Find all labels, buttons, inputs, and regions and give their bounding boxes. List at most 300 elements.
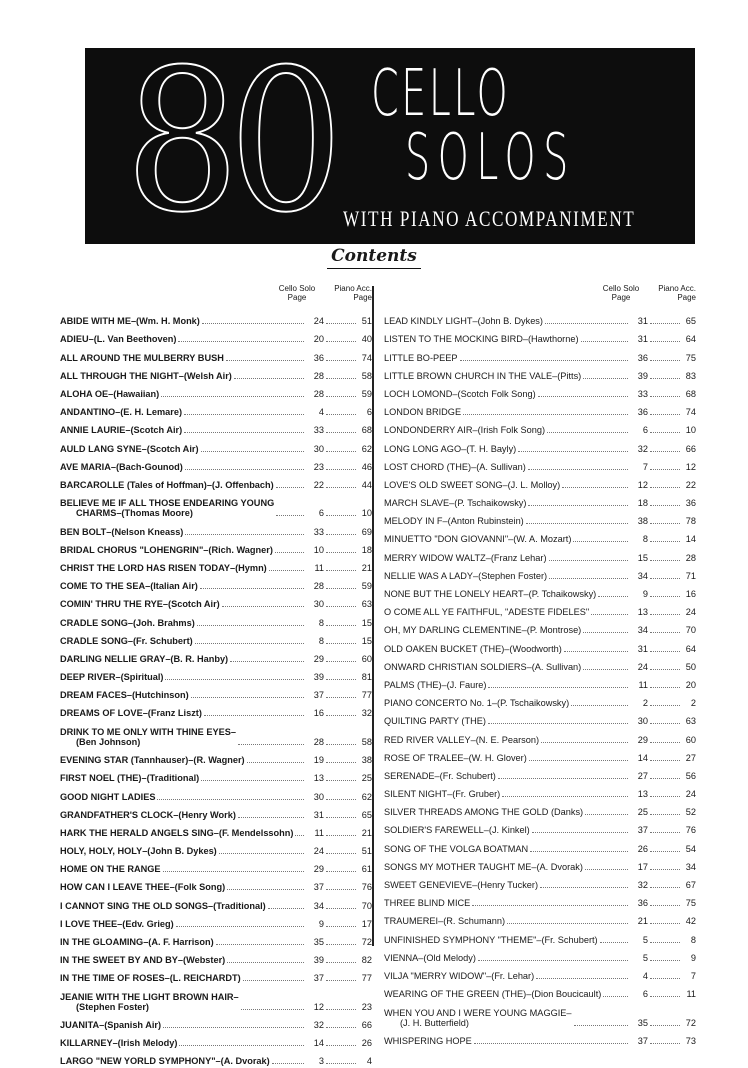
entry-title: DARLING NELLIE GRAY–(B. R. Hanby) xyxy=(60,654,306,664)
contents-entry xyxy=(60,401,372,419)
contents-entry xyxy=(60,949,372,967)
contents-entry xyxy=(60,702,372,720)
contents-entry xyxy=(60,474,372,492)
cello-page-number: 21 xyxy=(637,916,648,927)
dot-leader xyxy=(178,341,304,342)
entry-title: DREAMS OF LOVE–(Franz Liszt) xyxy=(60,708,306,718)
piano-page-number: 66 xyxy=(685,443,696,454)
contents-entry xyxy=(384,419,696,437)
dot-leader xyxy=(650,414,680,415)
dot-leader xyxy=(650,832,680,833)
cello-page-number: 30 xyxy=(313,599,324,610)
cello-page-number: 6 xyxy=(318,508,324,519)
cello-page-number: 28 xyxy=(313,736,324,747)
dot-leader xyxy=(650,323,680,324)
entry-title: AVE MARIA–(Bach-Gounod) xyxy=(60,462,306,472)
dot-leader xyxy=(650,341,680,342)
piano-page-number: 2 xyxy=(690,698,696,709)
cello-page-number: 14 xyxy=(313,1038,324,1049)
piano-page-number: 27 xyxy=(685,752,696,763)
dot-leader xyxy=(326,378,356,379)
piano-page-number: 78 xyxy=(685,516,696,527)
piano-page-number: 22 xyxy=(685,479,696,490)
dot-leader xyxy=(176,926,304,927)
piano-page-number: 42 xyxy=(685,916,696,927)
contents-entry xyxy=(384,546,696,564)
dot-leader xyxy=(326,744,356,745)
piano-page-number: 28 xyxy=(685,552,696,563)
entry-title: PIANO CONCERTO No. 1–(P. Tschaikowsky) xyxy=(384,698,630,708)
entry-title: IN THE SWEET BY AND BY–(Webster) xyxy=(60,955,306,965)
dot-leader xyxy=(157,799,304,800)
piano-page-number: 34 xyxy=(685,861,696,872)
dot-leader xyxy=(326,780,356,781)
contents-entry xyxy=(384,456,696,474)
contents-entry xyxy=(60,346,372,364)
dot-leader xyxy=(185,534,304,535)
contents-entry xyxy=(384,983,696,1001)
dot-leader xyxy=(573,541,628,542)
contents-entry xyxy=(384,856,696,874)
dot-leader xyxy=(326,889,356,890)
cello-page-number: 39 xyxy=(313,672,324,683)
cello-page-number: 8 xyxy=(642,534,648,545)
entry-title: OH, MY DARLING CLEMENTINE–(P. Montrose) xyxy=(384,625,630,635)
contents-entry xyxy=(384,528,696,546)
cello-page-number: 36 xyxy=(637,352,648,363)
entry-title: OLD OAKEN BUCKET (THE)–(Woodworth) xyxy=(384,644,630,654)
dot-leader xyxy=(247,762,304,763)
dot-leader xyxy=(650,541,680,542)
piano-page-number: 73 xyxy=(685,1035,696,1046)
piano-page-number: 62 xyxy=(361,791,372,802)
piano-page-number: 63 xyxy=(361,599,372,610)
piano-page-number: 67 xyxy=(685,880,696,890)
cello-page-number: 36 xyxy=(637,407,648,418)
dot-leader xyxy=(529,760,628,761)
dot-leader xyxy=(268,908,304,909)
dot-leader xyxy=(585,869,628,870)
contents-entry xyxy=(384,510,696,528)
dot-leader xyxy=(197,625,304,626)
piano-page-number: 40 xyxy=(361,334,372,345)
contents-entry xyxy=(384,692,696,710)
contents-entry xyxy=(384,637,696,655)
piano-page-number: 23 xyxy=(361,1001,372,1012)
cello-page-number: 5 xyxy=(642,952,648,963)
piano-page-number: 21 xyxy=(361,562,372,573)
entry-title: KILLARNEY–(Irish Melody) xyxy=(60,1038,306,1048)
contents-entry xyxy=(60,630,372,648)
dot-leader xyxy=(275,552,304,553)
piano-page-number: 50 xyxy=(685,661,696,672)
dot-leader xyxy=(238,817,304,818)
cello-page-number: 11 xyxy=(638,679,648,690)
contents-entry xyxy=(60,328,372,346)
dot-leader xyxy=(201,780,304,781)
entry-title: NONE BUT THE LONELY HEART–(P. Tchaikowsky) xyxy=(384,589,630,599)
contents-entry xyxy=(384,328,696,346)
entry-title: ROSE OF TRALEE–(W. H. Glover) xyxy=(384,753,630,763)
dot-leader xyxy=(650,596,680,597)
contents-entry xyxy=(384,728,696,746)
cello-page-number: 19 xyxy=(313,755,324,766)
contents-entry xyxy=(384,765,696,783)
piano-page-number: 44 xyxy=(361,479,372,490)
contents-entry xyxy=(384,747,696,765)
cello-page-number: 9 xyxy=(318,918,324,929)
entry-title: WHISPERING HOPE xyxy=(384,1036,630,1046)
entry-title: MARCH SLAVE–(P. Tschaikowsky) xyxy=(384,498,630,508)
dot-leader xyxy=(498,778,628,779)
dot-leader xyxy=(650,1043,680,1044)
piano-page-number: 12 xyxy=(685,461,696,472)
entry-title: SILVER THREADS AMONG THE GOLD (Danks) xyxy=(384,807,630,817)
contents-entry xyxy=(60,557,372,575)
dot-leader xyxy=(650,523,680,524)
contents-entry xyxy=(60,720,372,749)
dot-leader xyxy=(179,1045,304,1046)
entry-title: CRADLE SONG–(Fr. Schubert) xyxy=(60,636,306,646)
piano-page-number: 76 xyxy=(361,882,372,893)
dot-leader xyxy=(326,643,356,644)
entry-title: RED RIVER VALLEY–(N. E. Pearson) xyxy=(384,735,630,745)
cello-page-number: 28 xyxy=(313,388,324,399)
dot-leader xyxy=(463,414,628,415)
entry-title: LONDON BRIDGE xyxy=(384,407,630,417)
cello-page-number: 9 xyxy=(642,589,648,599)
dot-leader xyxy=(650,469,680,470)
dot-leader xyxy=(326,835,356,836)
contents-heading: Contents xyxy=(0,246,748,266)
piano-page-number: 24 xyxy=(685,607,696,618)
entry-title: COME TO THE SEA–(Italian Air) xyxy=(60,581,306,591)
contents-entry xyxy=(60,419,372,437)
contents-entry xyxy=(60,684,372,702)
dot-leader xyxy=(650,614,680,615)
entry-title: NELLIE WAS A LADY–(Stephen Foster) xyxy=(384,571,630,581)
piano-page-number: 70 xyxy=(685,625,696,636)
piano-page-number: 32 xyxy=(361,708,372,719)
entry-title: AULD LANG SYNE–(Scotch Air) xyxy=(60,444,306,454)
contents-entry xyxy=(384,619,696,637)
cello-page-number: 2 xyxy=(642,698,648,709)
piano-page-number: 72 xyxy=(685,1017,696,1028)
entry-title: MELODY IN F–(Anton Rubinstein) xyxy=(384,516,630,526)
piano-page-number: 65 xyxy=(361,809,372,820)
contents-entry xyxy=(384,801,696,819)
contents-entry xyxy=(60,1014,372,1032)
cello-page-number: 29 xyxy=(313,864,324,875)
cello-page-number: 15 xyxy=(637,552,648,563)
entry-title: LOST CHORD (THE)–(A. Sullivan) xyxy=(384,462,630,472)
cello-page-number: 11 xyxy=(314,562,324,573)
entry-title: JEANIE WITH THE LIGHT BROWN HAIR– (Stephen Foster) xyxy=(60,992,306,1012)
dot-leader xyxy=(650,669,680,670)
dot-leader xyxy=(163,871,304,872)
entry-title: WEARING OF THE GREEN (THE)–(Dion Boucicault) xyxy=(384,989,630,999)
cello-page-number: 30 xyxy=(313,791,324,802)
contents-entry xyxy=(384,310,696,328)
cello-page-number: 12 xyxy=(637,479,648,490)
title-subtitle: WITH PIANO ACCOMPANIMENT xyxy=(343,206,636,231)
piano-page-number: 62 xyxy=(361,443,372,454)
piano-page-number: 26 xyxy=(361,1038,372,1049)
entry-title: DRINK TO ME ONLY WITH THINE EYES– (Ben Johnson) xyxy=(60,727,306,747)
contents-entry xyxy=(60,767,372,785)
entry-title: FIRST NOEL (THE)–(Traditional) xyxy=(60,773,306,783)
dot-leader xyxy=(650,978,680,979)
dot-leader xyxy=(583,378,628,379)
dot-leader xyxy=(276,487,304,488)
cello-page-number: 27 xyxy=(637,770,648,781)
piano-page-number: 64 xyxy=(685,643,696,654)
contents-column-right xyxy=(384,284,696,1048)
dot-leader xyxy=(650,760,680,761)
contents-entry xyxy=(60,749,372,767)
contents-entry xyxy=(384,837,696,855)
dot-leader xyxy=(326,908,356,909)
cello-page-number: 16 xyxy=(313,708,324,719)
dot-leader xyxy=(326,534,356,535)
entry-title: HOME ON THE RANGE xyxy=(60,864,306,874)
entry-title: HARK THE HERALD ANGELS SING–(F. Mendelssohn) xyxy=(60,828,306,838)
contents-entry xyxy=(60,858,372,876)
dot-leader xyxy=(201,451,304,452)
dot-leader xyxy=(295,835,304,836)
entry-title: BARCAROLLE (Tales of Hoffman)–(J. Offenbach) xyxy=(60,480,306,490)
cello-page-number: 24 xyxy=(637,661,648,672)
dot-leader xyxy=(326,469,356,470)
dot-leader xyxy=(650,396,680,397)
contents-entry xyxy=(60,456,372,474)
dot-leader xyxy=(326,360,356,361)
entry-title: HOW CAN I LEAVE THEE–(Folk Song) xyxy=(60,882,306,892)
entry-title: SERENADE–(Fr. Schubert) xyxy=(384,771,630,781)
contents-entry xyxy=(60,666,372,684)
dot-leader xyxy=(326,588,356,589)
title-word-solos: SOLOS xyxy=(405,121,576,195)
entry-title: LARGO "NEW YORLD SYMPHONY"–(A. Dvorak) xyxy=(60,1056,306,1066)
dot-leader xyxy=(243,980,304,981)
piano-page-number: 20 xyxy=(685,679,696,690)
piano-page-number: 59 xyxy=(361,388,372,399)
cello-page-number: 24 xyxy=(313,316,324,327)
contents-entry xyxy=(384,583,696,601)
cello-page-number: 34 xyxy=(637,625,648,636)
entry-title: EVENING STAR (Tannhauser)–(R. Wagner) xyxy=(60,755,306,765)
cello-page-number: 8 xyxy=(318,617,324,628)
piano-page-number: 59 xyxy=(361,581,372,592)
dot-leader xyxy=(528,469,628,470)
dot-leader xyxy=(472,905,628,906)
cello-page-number: 13 xyxy=(637,607,648,618)
dot-leader xyxy=(326,679,356,680)
dot-leader xyxy=(163,1027,304,1028)
contents-entry xyxy=(60,1032,372,1050)
dot-leader xyxy=(326,817,356,818)
piano-page-number: 60 xyxy=(361,653,372,664)
contents-entry xyxy=(384,383,696,401)
contents-entry xyxy=(384,474,696,492)
dot-leader xyxy=(528,505,628,506)
dot-leader xyxy=(650,687,680,688)
piano-page-number: 64 xyxy=(685,334,696,345)
entry-title: JUANITA–(Spanish Air) xyxy=(60,1020,306,1030)
dot-leader xyxy=(478,960,628,961)
contents-entry xyxy=(60,383,372,401)
entry-title: ALL AROUND THE MULBERRY BUSH xyxy=(60,353,306,363)
entry-title: O COME ALL YE FAITHFUL, "ADESTE FIDELES" xyxy=(384,607,630,617)
cello-page-number: 28 xyxy=(313,370,324,381)
contents-entry xyxy=(60,310,372,328)
cello-page-number: 33 xyxy=(313,526,324,537)
piano-page-number: 15 xyxy=(361,617,372,628)
dot-leader xyxy=(538,396,628,397)
piano-page-number: 61 xyxy=(361,864,372,875)
entry-title: BEN BOLT–(Nelson Kneass) xyxy=(60,527,306,537)
dot-leader xyxy=(541,742,628,743)
entry-title: LONG LONG AGO–(T. H. Bayly) xyxy=(384,444,630,454)
dot-leader xyxy=(184,432,304,433)
contents-entry xyxy=(384,1001,696,1030)
dot-leader xyxy=(326,552,356,553)
dot-leader xyxy=(650,578,680,579)
dot-leader xyxy=(650,651,680,652)
piano-page-number: 74 xyxy=(685,407,696,418)
entry-title: ANDANTINO–(E. H. Lemare) xyxy=(60,407,306,417)
cello-page-number: 4 xyxy=(318,407,324,418)
piano-page-number: 54 xyxy=(685,843,696,854)
piano-page-number: 8 xyxy=(690,934,696,945)
dot-leader xyxy=(165,679,304,680)
dot-leader xyxy=(603,996,628,997)
dot-leader xyxy=(326,799,356,800)
contents-entry xyxy=(384,1030,696,1048)
dot-leader xyxy=(230,661,304,662)
dot-leader xyxy=(545,323,628,324)
entry-title: TRAUMEREI–(R. Schumann) xyxy=(384,916,630,926)
dot-leader xyxy=(530,851,628,852)
cello-page-number: 6 xyxy=(642,989,648,1000)
entry-title: VIENNA–(Old Melody) xyxy=(384,953,630,963)
piano-page-number: 68 xyxy=(685,388,696,399)
entry-title: I LOVE THEE–(Edv. Grieg) xyxy=(60,919,306,929)
piano-page-number: 21 xyxy=(361,827,372,838)
cello-page-number: 30 xyxy=(637,716,648,727)
cello-page-number: 34 xyxy=(313,900,324,911)
dot-leader xyxy=(591,614,628,615)
contents-entry xyxy=(60,1050,372,1068)
entry-title: LOVE'S OLD SWEET SONG–(J. L. Molloy) xyxy=(384,480,630,490)
dot-leader xyxy=(234,378,304,379)
dot-leader xyxy=(161,396,304,397)
cello-page-number: 24 xyxy=(313,846,324,857)
dot-leader xyxy=(585,814,628,815)
cello-page-number: 39 xyxy=(313,955,324,966)
dot-leader xyxy=(518,451,628,452)
dot-leader xyxy=(326,1027,356,1028)
piano-page-number: 51 xyxy=(361,846,372,857)
contents-entry xyxy=(60,840,372,858)
cello-page-number: 10 xyxy=(313,544,324,555)
entry-title: DREAM FACES–(Hutchinson) xyxy=(60,690,306,700)
dot-leader xyxy=(226,360,304,361)
cello-page-number: 33 xyxy=(637,388,648,399)
piano-page-number: 52 xyxy=(685,807,696,818)
piano-page-number: 60 xyxy=(685,734,696,745)
title-number: 80 xyxy=(125,28,333,256)
cello-page-number: 13 xyxy=(637,789,648,800)
entry-title: CRADLE SONG–(Joh. Brahms) xyxy=(60,618,306,628)
dot-leader xyxy=(326,853,356,854)
entry-title: VILJA "MERRY WIDOW"–(Fr. Lehar) xyxy=(384,971,630,981)
dot-leader xyxy=(650,778,680,779)
entry-title: SWEET GENEVIEVE–(Henry Tucker) xyxy=(384,880,630,890)
dot-leader xyxy=(219,853,304,854)
dot-leader xyxy=(650,996,680,997)
dot-leader xyxy=(326,871,356,872)
entry-title: LONDONDERRY AIR–(Irish Folk Song) xyxy=(384,425,630,435)
cello-page-number: 29 xyxy=(313,653,324,664)
dot-leader xyxy=(650,742,680,743)
entry-title: COMIN' THRU THE RYE–(Scotch Air) xyxy=(60,599,306,609)
piano-page-number: 36 xyxy=(685,498,696,509)
entry-title: GOOD NIGHT LADIES xyxy=(60,792,306,802)
contents-entry xyxy=(384,492,696,510)
contents-entry xyxy=(384,346,696,364)
contents-entry xyxy=(384,819,696,837)
piano-page-number: 68 xyxy=(361,425,372,436)
contents-entry xyxy=(60,648,372,666)
dot-leader xyxy=(222,606,304,607)
piano-page-number: 75 xyxy=(685,352,696,363)
cello-page-number: 3 xyxy=(318,1056,324,1067)
entry-title: ALOHA OE–(Hawaiian) xyxy=(60,389,306,399)
contents-entry xyxy=(60,520,372,538)
contents-entry xyxy=(384,401,696,419)
contents-entry xyxy=(60,876,372,894)
dot-leader xyxy=(326,661,356,662)
piano-page-number: 77 xyxy=(361,973,372,984)
column-header xyxy=(60,284,372,310)
dot-leader xyxy=(326,432,356,433)
piano-page-number: 70 xyxy=(361,900,372,911)
dot-leader xyxy=(650,1025,680,1026)
entry-title: IN THE GLOAMING–(A. F. Harrison) xyxy=(60,937,306,947)
dot-leader xyxy=(650,487,680,488)
piano-page-number: 63 xyxy=(685,716,696,727)
cello-page-header: Cello Solo Page xyxy=(602,284,640,302)
dot-leader xyxy=(326,414,356,415)
piano-page-number: 56 xyxy=(685,770,696,781)
entry-title: LOCH LOMOND–(Scotch Folk Song) xyxy=(384,389,630,399)
contents-entry xyxy=(60,492,372,521)
piano-page-number: 4 xyxy=(366,1056,372,1067)
piano-page-number: 46 xyxy=(361,461,372,472)
cello-page-header: Cello Solo Page xyxy=(278,284,316,302)
contents-entry xyxy=(60,931,372,949)
cello-page-number: 37 xyxy=(637,825,648,836)
dot-leader xyxy=(650,632,680,633)
piano-page-number: 7 xyxy=(690,970,696,981)
cello-page-number: 37 xyxy=(313,882,324,893)
entry-title: LITTLE BO-PEEP xyxy=(384,353,630,363)
piano-page-number: 58 xyxy=(361,736,372,747)
cello-page-number: 32 xyxy=(637,880,648,890)
dot-leader xyxy=(650,723,680,724)
contents-entry xyxy=(384,710,696,728)
